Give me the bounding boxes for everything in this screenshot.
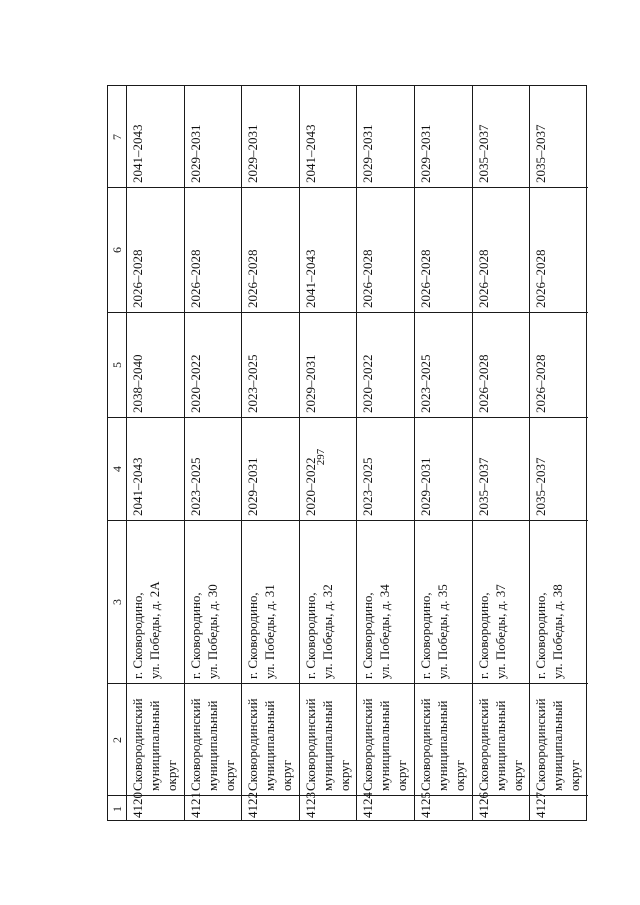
cell-period-7 <box>185 86 242 187</box>
table-row <box>473 86 531 820</box>
address-line: ул. Победы, д. 34 <box>377 584 393 679</box>
period-text: 2038–2040 <box>130 354 145 413</box>
period-text: 2041–2043 <box>130 457 145 516</box>
cell-district <box>242 683 299 795</box>
cell-period-6 <box>530 187 588 312</box>
district-line: Сковородинский <box>533 698 549 791</box>
address-line: г. Сковородино, <box>187 592 203 679</box>
cell-period-4 <box>415 417 472 520</box>
period-text: 2029–2031 <box>360 124 376 183</box>
period-text: 2026–2028 <box>245 249 261 308</box>
period-text: 2023–2025 <box>417 354 433 413</box>
district-line: округ <box>394 760 410 791</box>
period-text: 2023–2025 <box>187 457 203 516</box>
cell-period-6 <box>415 187 472 312</box>
header-cell-5 <box>108 312 126 417</box>
row-number: 4126 <box>475 792 491 818</box>
cell-district <box>415 683 472 795</box>
period-text: 2026–2028 <box>475 354 491 413</box>
header-label-7: 7 <box>110 133 124 140</box>
cell-row-number <box>127 792 184 822</box>
period-text: 2029–2031 <box>245 457 261 516</box>
table-row <box>300 86 358 820</box>
header-cell-2 <box>108 683 126 795</box>
district-line: муниципальный <box>262 700 278 791</box>
period-text: 2026–2028 <box>130 249 145 308</box>
cell-period-6 <box>473 187 530 312</box>
address-line: ул. Победы, д. 31 <box>262 584 278 679</box>
period-text: 2023–2025 <box>360 457 376 516</box>
cell-period-7 <box>530 86 588 187</box>
row-number: 4124 <box>360 792 376 818</box>
cell-period-5 <box>473 312 530 417</box>
header-label-6: 6 <box>110 247 124 253</box>
cell-address <box>242 520 299 683</box>
district-line: Сковородинский <box>302 698 318 791</box>
period-text: 2029–2031 <box>245 124 261 183</box>
cell-period-5 <box>530 312 588 417</box>
cell-address <box>415 520 472 683</box>
cell-period-4 <box>473 417 530 520</box>
district-line: округ <box>336 760 352 791</box>
district-line: округ <box>164 760 179 791</box>
cell-period-7 <box>127 86 184 187</box>
period-text: 2041–2043 <box>130 124 145 183</box>
address-line: ул. Победы, д. 35 <box>434 584 450 679</box>
header-label-3: 3 <box>110 599 124 605</box>
cell-row-number <box>242 792 299 822</box>
cell-address <box>530 520 588 683</box>
district-line: муниципальный <box>434 700 450 791</box>
address-line: г. Сковородино, <box>360 592 376 679</box>
address-line: г. Сковородино, <box>302 592 318 679</box>
cell-district <box>127 683 184 795</box>
cell-period-5 <box>185 312 242 417</box>
cell-period-7 <box>473 86 530 187</box>
cell-district <box>185 683 242 795</box>
district-line: муниципальный <box>204 700 220 791</box>
header-label-1: 1 <box>110 806 124 812</box>
district-line: муниципальный <box>147 700 162 791</box>
cell-period-6 <box>300 187 357 312</box>
district-line: Сковородинский <box>417 698 433 791</box>
district-line: муниципальный <box>550 700 566 791</box>
table-row <box>185 86 243 820</box>
address-line: ул. Победы, д. 37 <box>492 584 508 679</box>
cell-period-4 <box>185 417 242 520</box>
district-line: округ <box>451 760 467 791</box>
address-line: г. Сковородино, <box>417 592 433 679</box>
address-line: г. Сковородино, <box>130 592 145 679</box>
cell-period-7 <box>357 86 414 187</box>
cell-district <box>300 683 357 795</box>
address-line: ул. Победы, д. 32 <box>319 584 335 679</box>
row-number: 4125 <box>417 792 433 818</box>
district-line: Сковородинский <box>475 698 491 791</box>
header-label-2: 2 <box>110 736 124 743</box>
row-number: 4122 <box>245 792 261 818</box>
district-line: округ <box>279 760 295 791</box>
cell-address <box>473 520 530 683</box>
address-line: ул. Победы, д. 2А <box>147 581 162 679</box>
cell-row-number <box>300 792 357 822</box>
cell-period-6 <box>185 187 242 312</box>
table-row <box>242 86 300 820</box>
period-text: 2026–2028 <box>475 249 491 308</box>
row-number: 4120 <box>130 792 145 818</box>
cell-district <box>357 683 414 795</box>
header-cell-3 <box>108 520 126 683</box>
cell-address <box>357 520 414 683</box>
cell-district <box>530 683 588 795</box>
cell-period-5 <box>127 312 184 417</box>
header-cell-4 <box>108 417 126 520</box>
period-text: 2026–2028 <box>360 249 376 308</box>
cell-period-5 <box>357 312 414 417</box>
district-line: Сковородинский <box>245 698 261 791</box>
table-row <box>127 86 185 820</box>
address-line: г. Сковородино, <box>475 592 491 679</box>
period-text: 2026–2028 <box>187 249 203 308</box>
period-text: 2026–2028 <box>533 354 549 413</box>
cell-period-6 <box>127 187 184 312</box>
cell-period-4 <box>530 417 588 520</box>
cell-address <box>300 520 357 683</box>
period-text: 2029–2031 <box>302 354 318 413</box>
cell-period-7 <box>415 86 472 187</box>
period-text: 2029–2031 <box>187 124 203 183</box>
cell-period-4 <box>357 417 414 520</box>
district-line: округ <box>509 760 525 791</box>
address-line: г. Сковородино, <box>245 592 261 679</box>
header-cell-7 <box>108 86 126 187</box>
district-line: округ <box>221 760 237 791</box>
district-line: Сковородинский <box>360 698 376 791</box>
cell-period-4 <box>300 417 357 520</box>
address-line: ул. Победы, д. 30 <box>204 584 220 679</box>
cell-period-4 <box>242 417 299 520</box>
table-header-row <box>108 86 127 820</box>
row-number: 4123 <box>302 792 318 818</box>
address-line: ул. Победы, д. 38 <box>550 584 566 679</box>
header-cell-1 <box>108 795 126 822</box>
period-text: 2026–2028 <box>533 249 549 308</box>
cell-row-number <box>357 792 414 822</box>
records-table <box>107 85 587 821</box>
header-label-4: 4 <box>110 466 124 472</box>
cell-row-number <box>415 792 472 822</box>
cell-row-number <box>185 792 242 822</box>
header-label-5: 5 <box>110 362 124 368</box>
cell-period-7 <box>242 86 299 187</box>
period-text: 2020–2022 <box>187 354 203 413</box>
table-row <box>357 86 415 820</box>
cell-period-6 <box>242 187 299 312</box>
period-text: 2035–2037 <box>533 457 549 516</box>
period-text: 2020–2022 <box>302 457 318 516</box>
address-line: г. Сковородино, <box>533 592 549 679</box>
cell-address <box>185 520 242 683</box>
period-text: 2041–2043 <box>302 124 318 183</box>
cell-period-6 <box>357 187 414 312</box>
district-line: муниципальный <box>492 700 508 791</box>
period-text: 2029–2031 <box>417 457 433 516</box>
period-text: 2041–2043 <box>302 249 318 308</box>
cell-period-5 <box>300 312 357 417</box>
row-number: 4121 <box>187 792 203 818</box>
district-line: муниципальный <box>319 700 335 791</box>
period-text: 2035–2037 <box>475 124 491 183</box>
cell-row-number <box>473 792 530 822</box>
period-text: 2026–2028 <box>417 249 433 308</box>
cell-period-7 <box>300 86 357 187</box>
period-text: 2023–2025 <box>245 354 261 413</box>
header-cell-6 <box>108 187 126 312</box>
cell-address <box>127 520 184 683</box>
period-text: 2020–2022 <box>360 354 376 413</box>
period-text: 2035–2037 <box>475 457 491 516</box>
table-row <box>530 86 588 820</box>
cell-row-number <box>530 792 588 822</box>
period-text: 2035–2037 <box>533 124 549 183</box>
cell-district <box>473 683 530 795</box>
table-row <box>415 86 473 820</box>
district-line: округ <box>567 760 583 791</box>
page-number: 297 <box>315 448 327 466</box>
district-line: Сковородинский <box>187 698 203 791</box>
period-text: 2029–2031 <box>417 124 433 183</box>
cell-period-5 <box>415 312 472 417</box>
cell-period-4 <box>127 417 184 520</box>
district-line: муниципальный <box>377 700 393 791</box>
district-line: Сковородинский <box>130 698 145 791</box>
cell-period-5 <box>242 312 299 417</box>
row-number: 4127 <box>533 792 549 818</box>
